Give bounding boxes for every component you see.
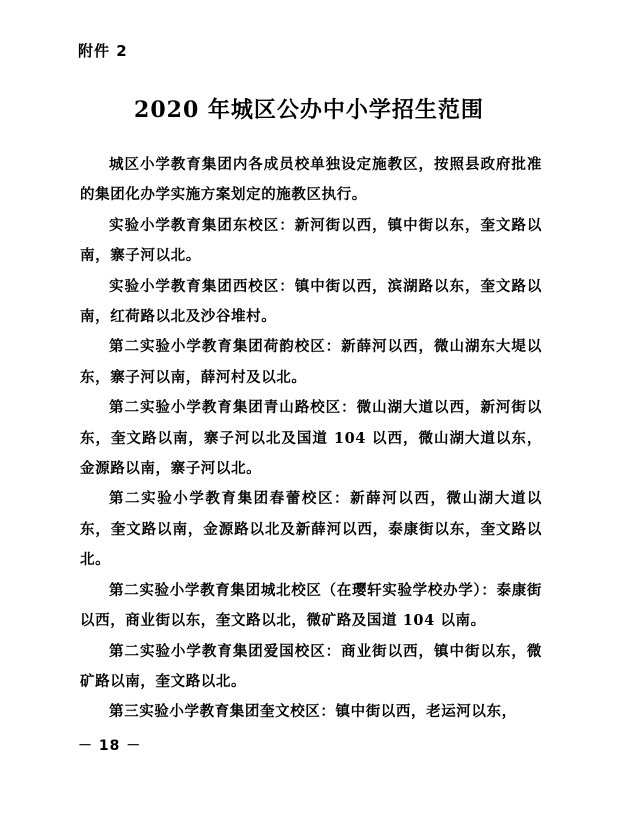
paragraph-kuiwen-campus: 第三实验小学教育集团奎文校区：镇中街以西，老运河以东， (109, 703, 517, 721)
paragraph-chengbei-campus: 第二实验小学教育集团城北校区（在璎轩实验学校办学）：泰康街以西，商业街以东，奎文路以北，微矿路及国道 104 以南。 (80, 581, 542, 630)
attachment-label: 附件 2 (78, 42, 128, 60)
paragraph-qingshanlu-campus: 第二实验小学教育集团青山路校区：微山湖大道以西，新河街以东，奎文路以南，寨子河以北及国道 104 以西，微山湖大道以东，金源路以南，寨子河以北。 (80, 399, 542, 478)
paragraph-aiguo-campus: 第二实验小学教育集团爱国校区：商业街以西，镇中街以东，微矿路以南，奎文路以北。 (80, 642, 542, 690)
paragraph-shiyan-east-campus: 实验小学教育集团东校区：新河街以西，镇中街以东，奎文路以南，寨子河以北。 (80, 216, 542, 265)
page-number: － 18 － (78, 738, 142, 754)
paragraph-heyun-campus: 第二实验小学教育集团荷韵校区：新薛河以西，微山湖东大堤以东，寨子河以南，薛河村及以北。 (80, 338, 542, 386)
paragraph-chunlei-campus: 第二实验小学教育集团春蕾校区：新薛河以西，微山湖大道以东，奎文路以南，金源路以北及新薛河以西，泰康街以东，奎文路以北。 (80, 490, 542, 569)
paragraph-intro: 城区小学教育集团内各成员校单独设定施教区，按照县政府批准的集团化办学实施方案划定的施教区执行。 (80, 156, 542, 204)
paragraph-shiyan-west-campus: 实验小学教育集团西校区：镇中街以西，滨湖路以东，奎文路以南，红荷路以北及沙谷堆村。 (80, 277, 542, 326)
document-body (80, 150, 542, 728)
document-title: 2020 年城区公办中小学招生范围 (134, 97, 484, 123)
